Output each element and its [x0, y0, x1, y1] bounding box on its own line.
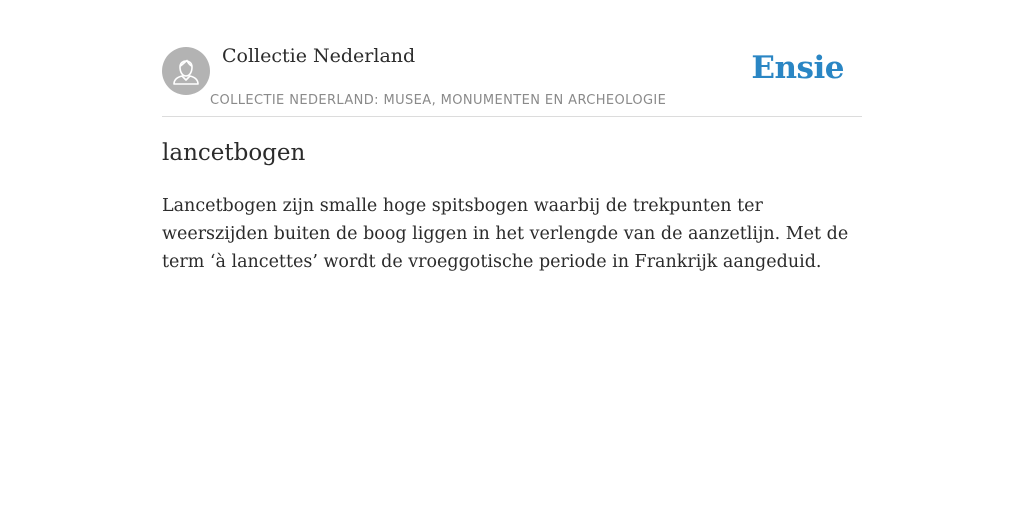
user-silhouette-icon — [162, 47, 210, 95]
author-avatar[interactable] — [162, 47, 210, 95]
entry-definition-text: Lancetbogen zijn smalle hoge spitsbogen waarbij de trekpunten ter weerszijden buiten de boog liggen in het verlengde van de aanzetlijn. Met de term ‘à lancettes’ wordt de vroeggotische periode in Frankrijk aangeduid. — [162, 196, 849, 272]
ensie-logo-link[interactable]: Ensie — [751, 50, 844, 86]
entry-term-title: lancetbogen — [162, 140, 306, 166]
source-collection-label: COLLECTIE NEDERLAND: MUSEA, MONUMENTEN EN ARCHEOLOGIE — [210, 93, 667, 108]
entry-header — [162, 40, 862, 117]
author-name-link[interactable]: Collectie Nederland — [222, 45, 416, 67]
